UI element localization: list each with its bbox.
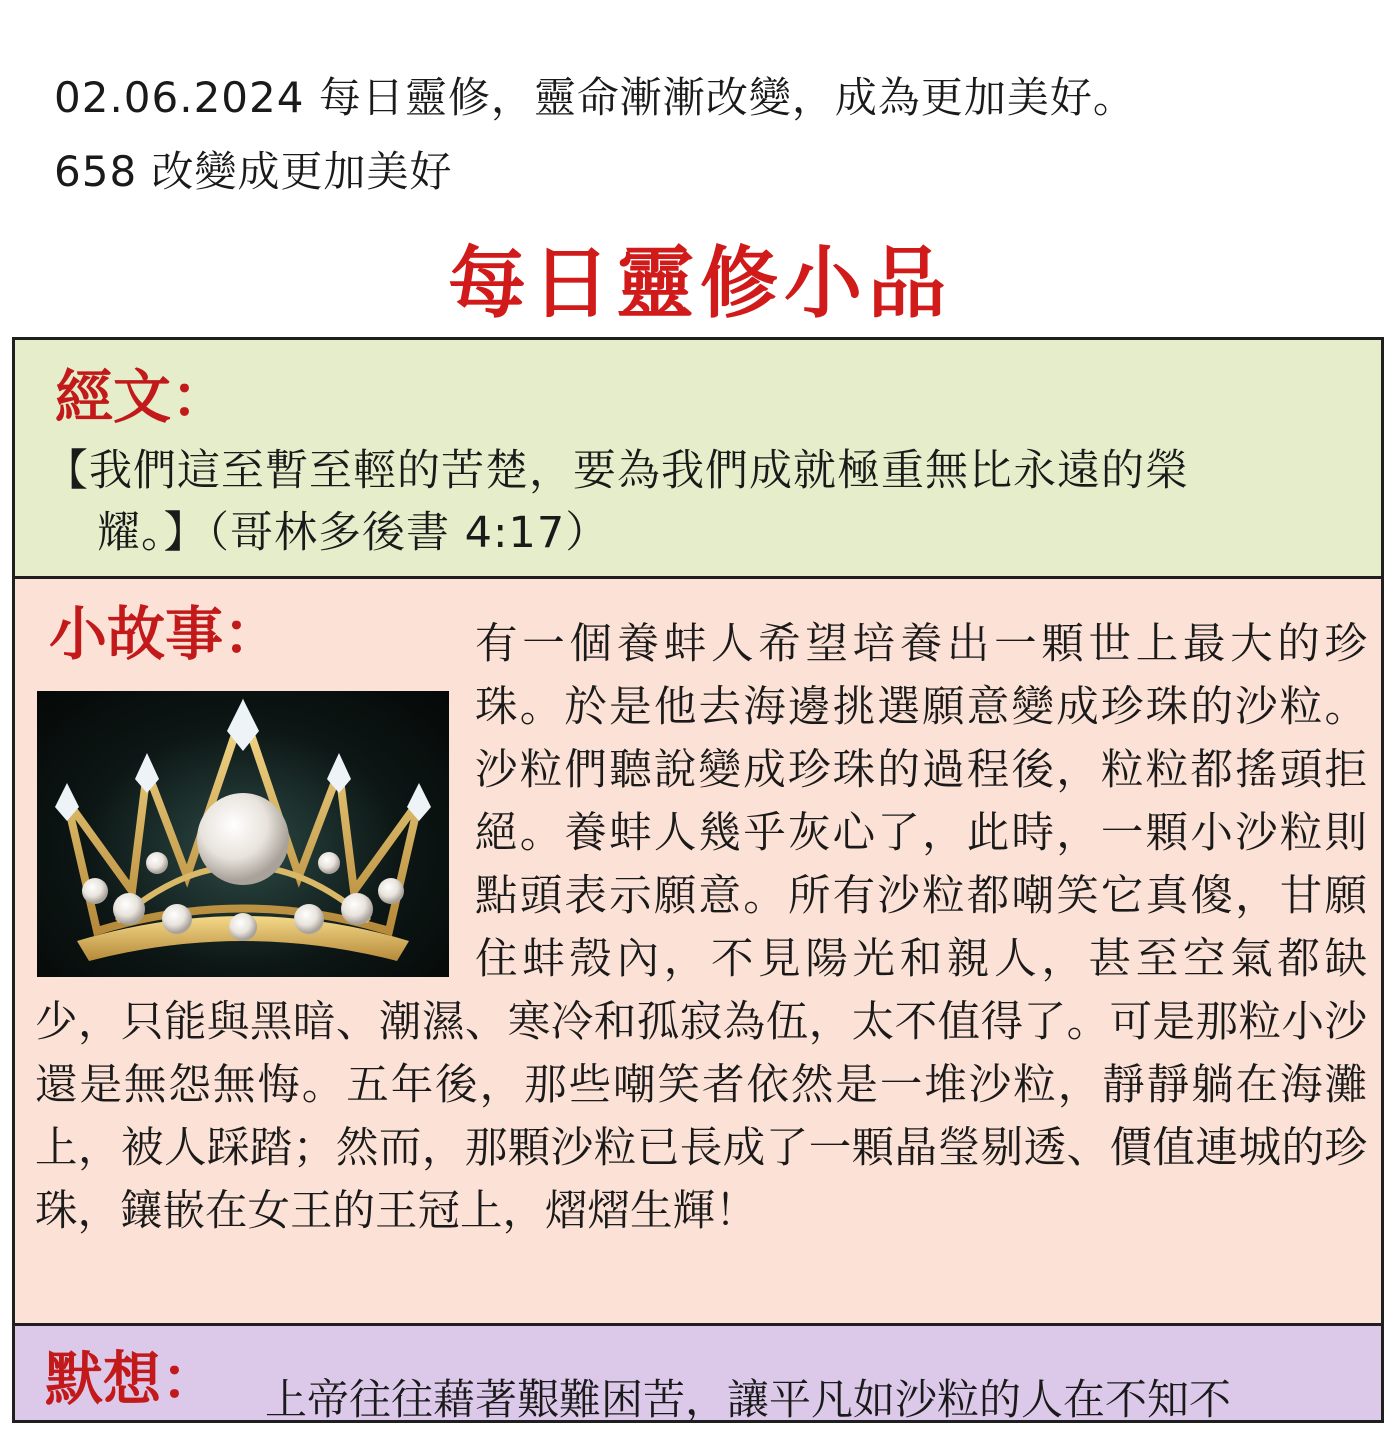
scripture-section: [12, 337, 1384, 577]
verse-line-2: 耀。】（哥林多後書 4:17）: [97, 508, 610, 558]
date-header: 02.06.2024 每日靈修，靈命漸漸改變，成為更加美好。: [54, 73, 1136, 122]
story-paragraph: 有一個養蚌人希望培養出一顆世上最大的珍珠。於是他去海邊挑選願意變成珍珠的沙粒。沙粒們聽說變成珍珠的過程後，粒粒都搖頭拒絕。養蚌人幾乎灰心了，此時，一顆小沙粒則點頭表示願意。所有沙粒都嘲笑它真傻，甘願住蚌殼內，不見陽光和親人，甚至空氣都缺少，只能與黑暗、潮濕、寒冷和孤寂為伍，太不值得了。可是那粒小沙還是無怨無悔。五年後，那些嘲笑者依然是一堆沙粒，靜靜躺在海灘上，被人踩踏；然而，那顆沙粒已長成了一顆晶瑩剔透、價值連城的珍珠，鑲嵌在女王的王冠上，熠熠生輝！: [35, 620, 1367, 1236]
meditation-section: [12, 1323, 1384, 1423]
page-title: 每日靈修小品: [447, 239, 952, 329]
story-label: 小故事：: [49, 600, 282, 668]
devotion-number-title: 658 改變成更加美好: [54, 147, 453, 196]
story-section: [12, 576, 1384, 1324]
scripture-label: 經文：: [55, 363, 230, 431]
meditation-label: 默想：: [45, 1345, 220, 1413]
scripture-verse: [45, 440, 1325, 564]
verse-line-1: 【我們這至暫至輕的苦楚，要為我們成就極重無比永遠的榮: [45, 446, 1189, 496]
image-spacer: [35, 613, 475, 991]
story-body: [35, 613, 1367, 1243]
meditation-text: 上帝往往藉著艱難困苦，讓平凡如沙粒的人在不知不: [265, 1375, 1232, 1424]
